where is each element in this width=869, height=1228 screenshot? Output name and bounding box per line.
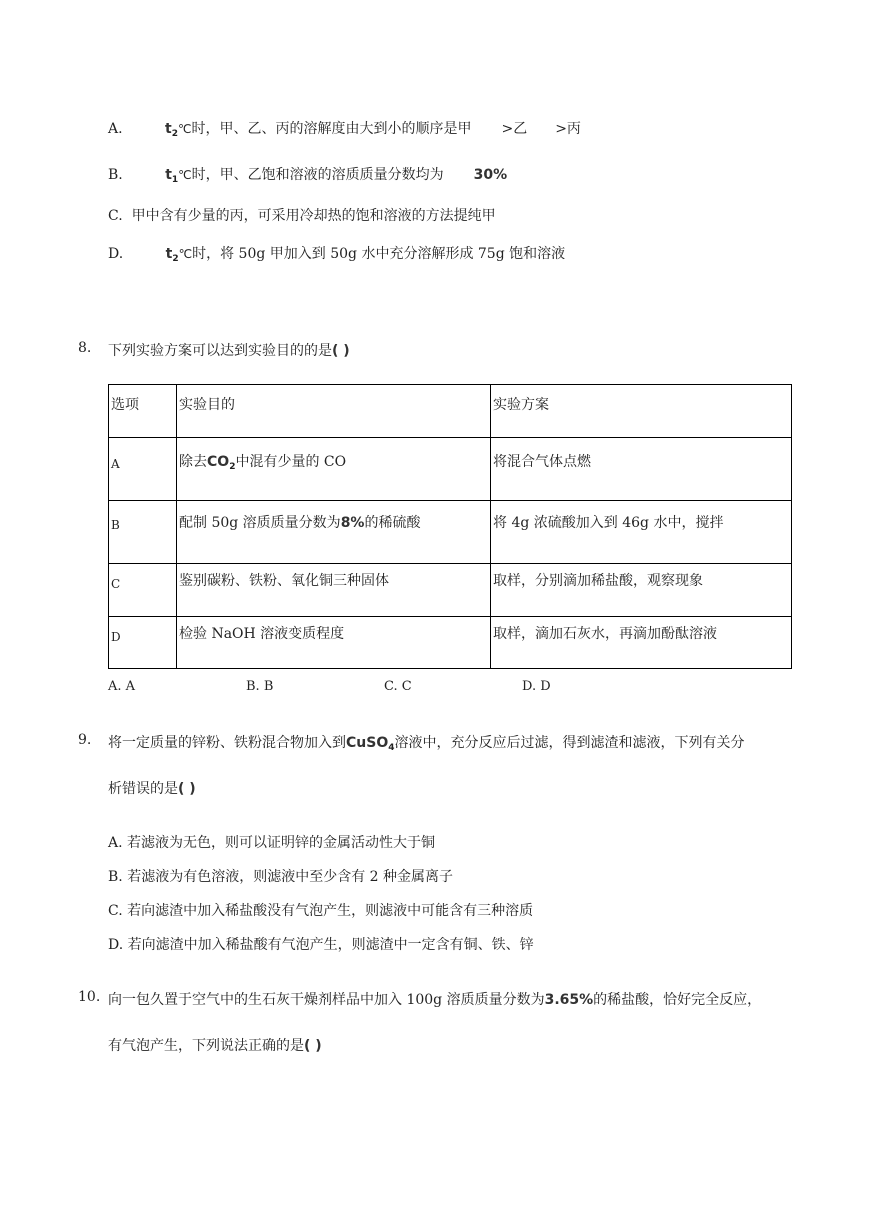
q9-stem-line2: 析错误的是( ) — [108, 781, 196, 797]
row-plan: 将混合气体点燃 — [491, 438, 792, 501]
header-plan: 实验方案 — [491, 385, 792, 438]
row-goal: 鉴别碳粉、铁粉、氧化铜三种固体 — [177, 564, 491, 617]
q9-option-c: C. 若向滤渣中加入稀盐酸没有气泡产生，则滤液中可能含有三种溶质 — [108, 903, 534, 919]
q10-number: 10. — [78, 989, 101, 1005]
table-header-row — [109, 385, 792, 438]
row-goal: 配制 50g 溶质质量分数为8%的稀硫酸 — [177, 501, 491, 564]
q7-option-b: B. $t_1℃$时，甲、乙饱和溶液的溶质质量分数均为 30% — [108, 167, 508, 185]
q9-option-b: B. 若滤液为有色溶液，则滤液中至少含有 2 种金属离子 — [108, 869, 453, 885]
table-row — [109, 564, 792, 617]
q9-number: 9. — [78, 732, 92, 748]
row-plan: 将 4g 浓硫酸加入到 46g 水中，搅拌 — [491, 501, 792, 564]
q7-option-d: D. $t_2℃$时，将 50g 甲加入到 50g 水中充分溶解形成 75g 饱和溶液 — [108, 246, 566, 264]
q8-answer-a: A. A — [108, 679, 136, 694]
row-plan: 取样，分别滴加稀盐酸，观察现象 — [491, 564, 792, 617]
q8-options-table — [108, 384, 792, 669]
q7-option-a: A. $t_2℃$时，甲、乙、丙的溶解度由大到小的顺序是甲 >乙 >丙 — [108, 121, 581, 139]
q9-option-d: D. 若向滤渣中加入稀盐酸有气泡产生，则滤渣中一定含有铜、铁、锌 — [108, 937, 534, 953]
table-row — [109, 438, 792, 501]
q9-stem-line1: 将一定质量的锌粉、铁粉混合物加入到CuSO$_4$溶液中，充分反应后过滤，得到滤渣和滤液，下列有关分 — [108, 735, 745, 753]
q9-option-a: A. 若滤液为无色，则可以证明锌的金属活动性大于铜 — [108, 835, 436, 851]
row-option: C — [109, 564, 177, 617]
q8-answer-b: B. B — [246, 679, 274, 694]
table-row — [109, 617, 792, 669]
q10-stem-line1: 向一包久置于空气中的生石灰干燥剂样品中加入 100g 溶质质量分数为3.65%的稀盐酸，恰好完全反应， — [108, 992, 762, 1008]
q10-stem-line2: 有气泡产生，下列说法正确的是( ) — [108, 1038, 322, 1054]
row-option: D — [109, 617, 177, 669]
table-row — [109, 501, 792, 564]
header-goal: 实验目的 — [177, 385, 491, 438]
header-option: 选项 — [109, 385, 177, 438]
q8-answer-c: C. C — [384, 679, 412, 694]
row-option: B — [109, 501, 177, 564]
row-goal: 检验 NaOH 溶液变质程度 — [177, 617, 491, 669]
q8-answer-d: D. D — [522, 679, 551, 694]
q8-stem: 下列实验方案可以达到实验目的的是( ) — [108, 343, 350, 359]
row-option: A — [109, 438, 177, 501]
row-plan: 取样，滴加石灰水，再滴加酚酞溶液 — [491, 617, 792, 669]
q7-option-c: C. 甲中含有少量的丙，可采用冷却热的饱和溶液的方法提纯甲 — [108, 208, 496, 224]
q8-number: 8. — [78, 340, 92, 356]
row-goal: 除去$CO_2$中混有少量的 CO — [177, 438, 491, 501]
